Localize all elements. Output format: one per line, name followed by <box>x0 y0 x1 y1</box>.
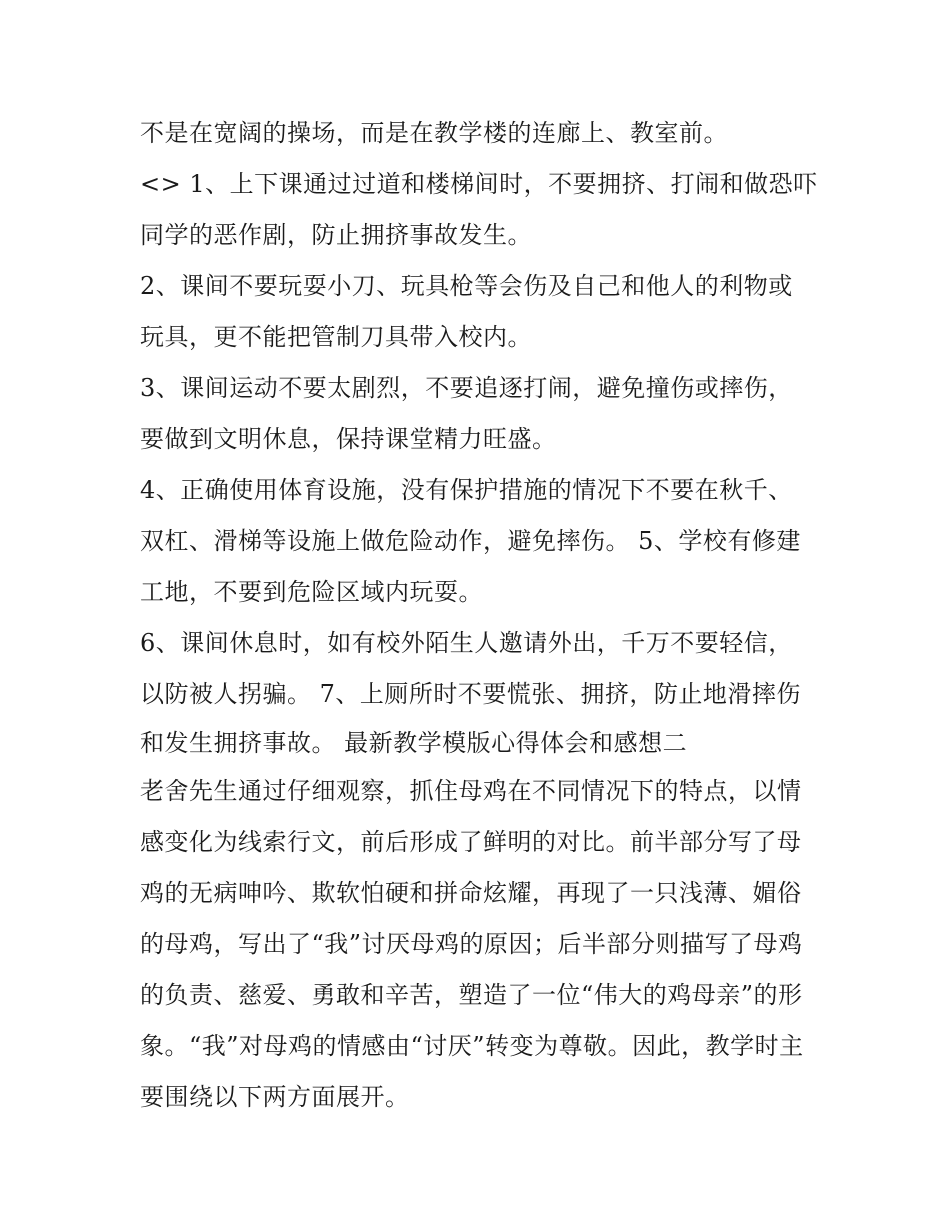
body-text <box>140 108 830 1123</box>
text-line: 要围绕以下两方面展开。 <box>140 1083 410 1111</box>
text-line: 6、课间休息时，如有校外陌生人邀请外出，千万不要轻信， <box>140 629 793 657</box>
text-line: 双杠、滑梯等设施上做危险动作，避免摔伤。 5、学校有修建 <box>140 527 801 555</box>
text-line: 2、课间不要玩耍小刀、玩具枪等会伤及自己和他人的利物或 <box>140 272 793 300</box>
text-line: 象。“我”对母鸡的情感由“讨厌”转变为尊敬。因此，教学时主 <box>140 1032 804 1060</box>
text-line: 和发生拥挤事故。 最新教学模版心得体会和感想二 <box>140 729 688 757</box>
text-line: 老舍先生通过仔细观察，抓住母鸡在不同情况下的特点，以情 <box>140 777 802 805</box>
text-line: 4、正确使用体育设施，没有保护措施的情况下不要在秋千、 <box>140 476 793 504</box>
text-line: 玩具，更不能把管制刀具带入校内。 <box>140 323 532 351</box>
text-line: 同学的恶作剧，防止拥挤事故发生。 <box>140 221 532 249</box>
text-line: 要做到文明休息，保持课堂精力旺盛。 <box>140 425 557 453</box>
text-line: <> 1、上下课通过过道和楼梯间时，不要拥挤、打闹和做恐吓 <box>140 170 818 198</box>
text-line: 3、课间运动不要太剧烈，不要追逐打闹，避免撞伤或摔伤， <box>140 374 793 402</box>
text-line: 不是在宽阔的操场，而是在教学楼的连廊上、教室前。 <box>140 119 728 147</box>
text-line: 的母鸡，写出了“我”讨厌母鸡的原因；后半部分则描写了母鸡 <box>140 930 803 958</box>
text-line: 的负责、慈爱、勇敢和辛苦，塑造了一位“伟大的鸡母亲”的形 <box>140 981 803 1009</box>
text-line: 感变化为线索行文，前后形成了鲜明的对比。前半部分写了母 <box>140 828 802 856</box>
text-line: 以防被人拐骗。 7、上厕所时不要慌张、拥挤，防止地滑摔伤 <box>140 680 801 708</box>
text-line: 工地，不要到危险区域内玩耍。 <box>140 578 483 606</box>
text-line: 鸡的无病呻吟、欺软怕硬和拼命炫耀，再现了一只浅薄、媚俗 <box>140 879 802 907</box>
